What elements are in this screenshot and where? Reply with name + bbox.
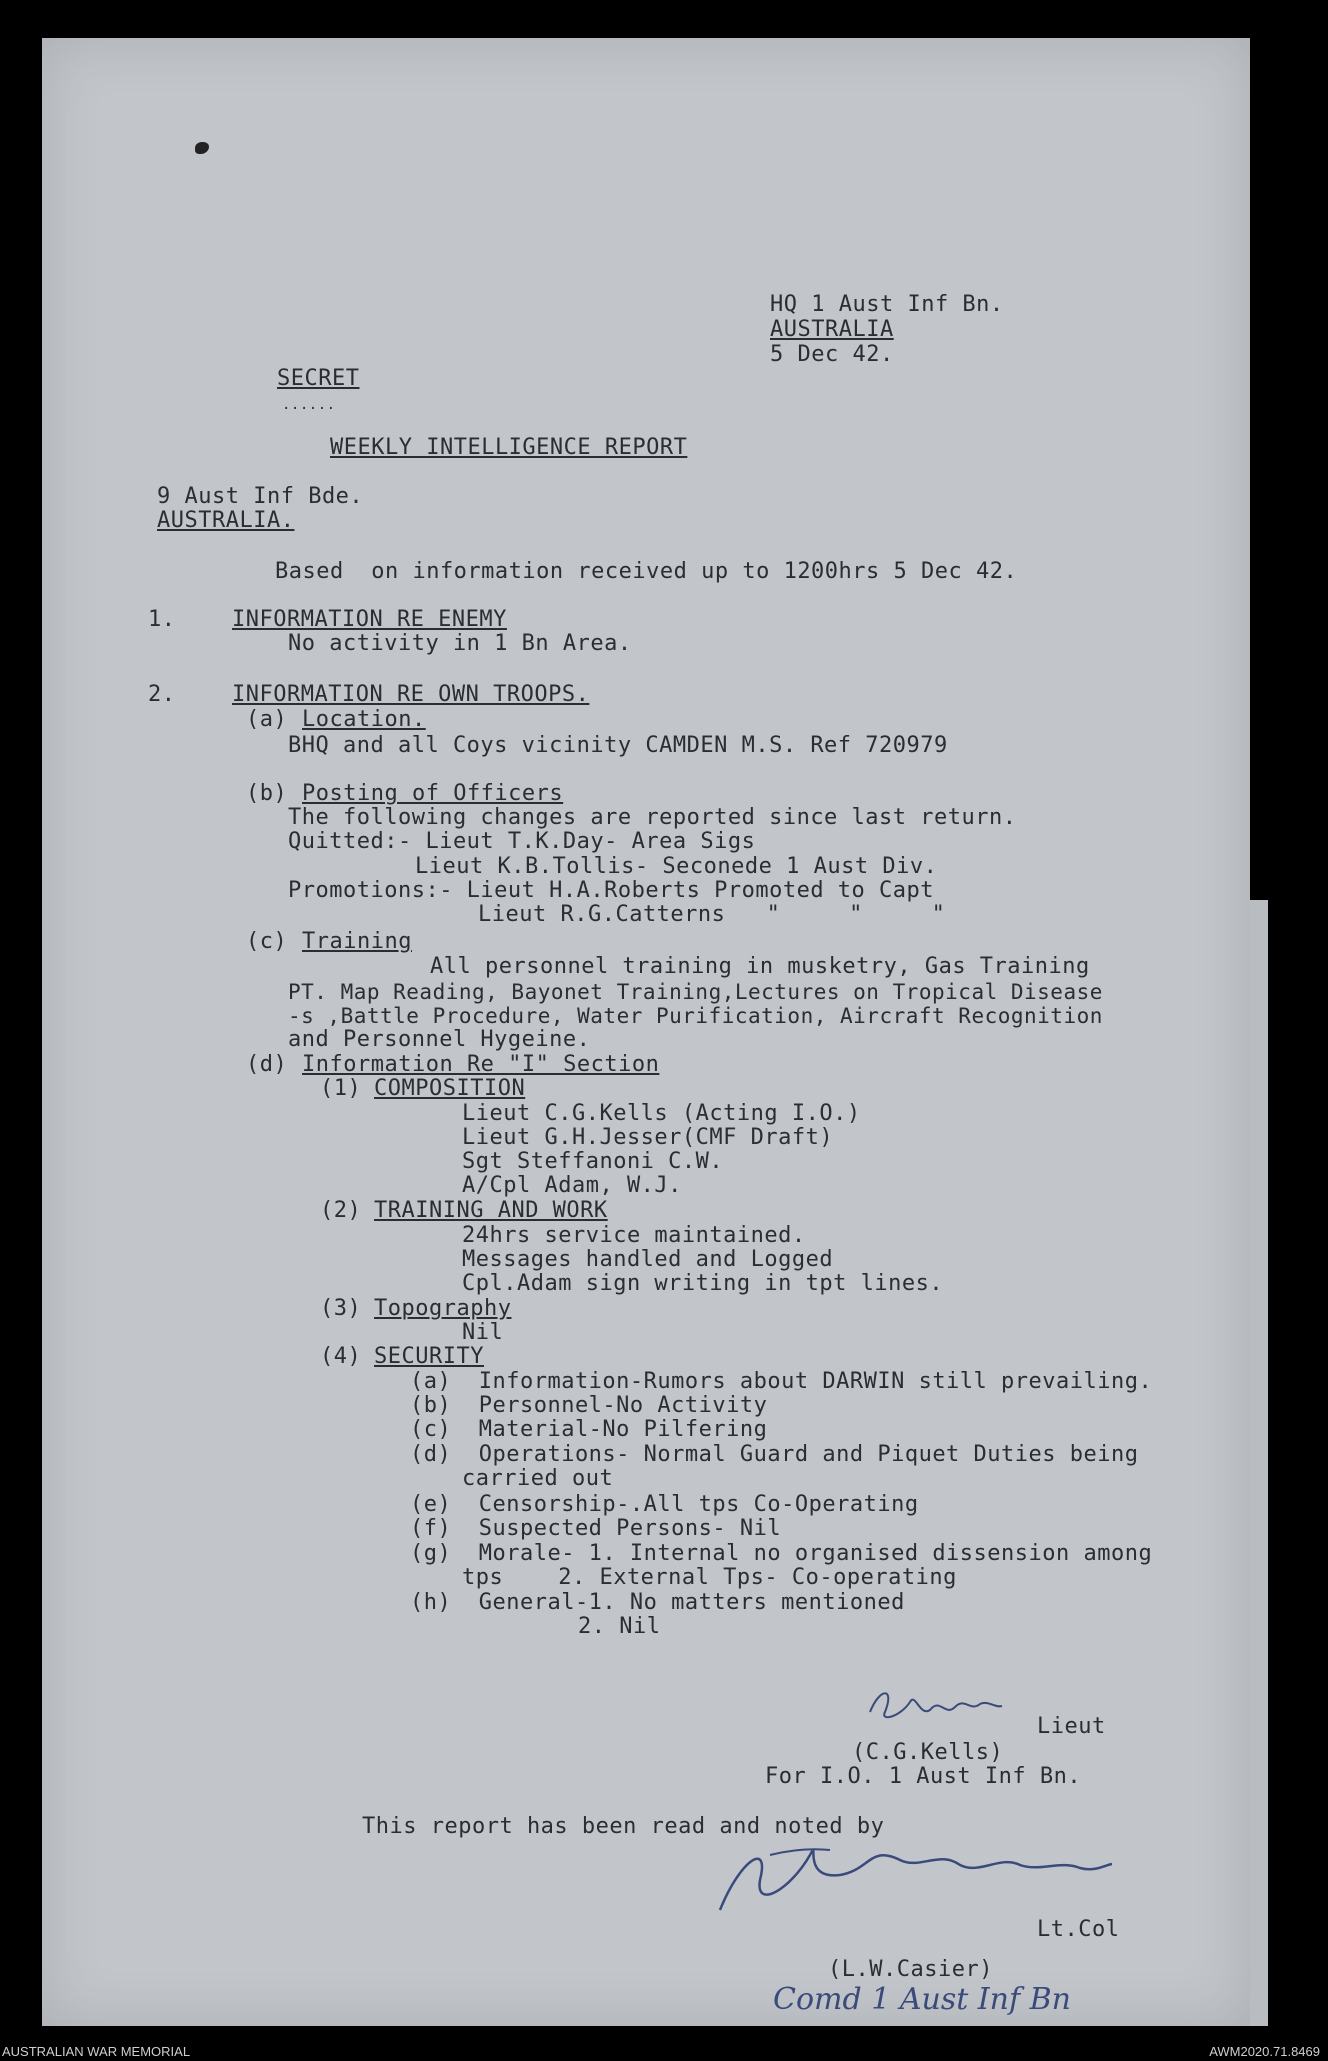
item-a-body: BHQ and all Coys vicinity CAMDEN M.S. Ref 720979 xyxy=(288,733,948,758)
security-f: (f) Suspected Persons- Nil xyxy=(410,1516,782,1541)
hq-line-1: HQ 1 Aust Inf Bn. xyxy=(770,292,1004,317)
item-c-label: (c) xyxy=(246,929,288,954)
item-d3-heading: Topography xyxy=(374,1296,512,1321)
classification: SECRET xyxy=(277,366,360,391)
item-b-line-2: Quitted:- Lieut T.K.Day- Area Sigs xyxy=(288,829,756,854)
item-d2-line-2: Messages handled and Logged xyxy=(462,1247,834,1272)
based-on-line: Based on information received up to 1200hrs 5 Dec 42. xyxy=(275,559,1018,584)
item-d2-line-3: Cpl.Adam sign writing in tpt lines. xyxy=(462,1271,944,1296)
item-d1-line-2: Lieut G.H.Jesser(CMF Draft) xyxy=(462,1125,834,1150)
signature-name-2: (L.W.Casier) xyxy=(828,1957,993,1982)
item-c-heading: Training xyxy=(302,929,412,954)
security-h: (h) General-1. No matters mentioned xyxy=(410,1590,905,1615)
casier-signature xyxy=(700,1820,1120,1930)
report-title: WEEKLY INTELLIGENCE REPORT xyxy=(330,435,688,460)
security-c: (c) Material-No Pilfering xyxy=(410,1417,768,1442)
item-d1-line-4: A/Cpl Adam, W.J. xyxy=(462,1173,682,1198)
section-1-heading: INFORMATION RE ENEMY xyxy=(232,607,507,632)
security-d-cont: carried out xyxy=(462,1466,614,1491)
kells-signature xyxy=(860,1682,1010,1732)
item-c-line-1: All personnel training in musketry, Gas Training xyxy=(430,954,1090,979)
signature-for-line: For I.O. 1 Aust Inf Bn. xyxy=(765,1764,1082,1789)
item-a-heading: Location. xyxy=(302,707,426,732)
security-g: (g) Morale- 1. Internal no organised dissension among xyxy=(410,1541,1153,1566)
signature-name: (C.G.Kells) xyxy=(852,1740,1004,1765)
item-d1-heading: COMPOSITION xyxy=(374,1076,526,1101)
section-1-body: No activity in 1 Bn Area. xyxy=(288,631,632,656)
handwritten-command-note: Comd 1 Aust Inf Bn xyxy=(773,1982,1071,2017)
footer-id: AWM2020.71.8469 xyxy=(1209,2044,1320,2059)
paper-edge xyxy=(1250,900,1268,2026)
item-b-line-4: Promotions:- Lieut H.A.Roberts Promoted to Capt xyxy=(288,878,935,903)
item-b-heading: Posting of Officers xyxy=(302,781,564,806)
footer-source: AUSTRALIAN WAR MEMORIAL xyxy=(2,2044,191,2059)
item-d-label: (d) xyxy=(246,1052,288,1077)
report-date: 5 Dec 42. xyxy=(770,342,894,367)
item-c-line-4: and Personnel Hygeine. xyxy=(288,1027,591,1052)
security-e: (e) Censorship-.All tps Co-Operating xyxy=(410,1492,919,1517)
security-g-cont: tps 2. External Tps- Co-operating xyxy=(462,1565,957,1590)
item-d2-line-1: 24hrs service maintained. xyxy=(462,1223,806,1248)
item-d2-heading: TRAINING AND WORK xyxy=(374,1198,608,1223)
addressee-line-1: 9 Aust Inf Bde. xyxy=(157,484,364,509)
noted-line: This report has been read and noted by xyxy=(362,1814,885,1839)
item-c-line-3: -s ,Battle Procedure, Water Purification, Aircraft Recognition xyxy=(288,1004,1103,1028)
item-b-line-1: The following changes are reported since last return. xyxy=(288,805,1017,830)
signature-rank-2: Lt.Col xyxy=(1037,1917,1120,1942)
item-d4-label: (4) xyxy=(320,1344,362,1369)
section-1-number: 1. xyxy=(148,607,176,632)
security-a: (a) Information-Rumors about DARWIN still prevailing. xyxy=(410,1369,1153,1394)
item-d1-label: (1) xyxy=(320,1076,362,1101)
signature-rank: Lieut xyxy=(1037,1714,1106,1739)
security-h-cont: 2. Nil xyxy=(578,1614,661,1639)
item-b-line-3: Lieut K.B.Tollis- Seconede 1 Aust Div. xyxy=(415,854,938,879)
item-d4-heading: SECURITY xyxy=(374,1344,484,1369)
addressee-line-2: AUSTRALIA. xyxy=(157,508,295,533)
item-d2-label: (2) xyxy=(320,1198,362,1223)
item-b-line-5: Lieut R.G.Catterns " " " xyxy=(478,902,946,927)
classification-dots: ...... xyxy=(282,397,336,413)
item-b-label: (b) xyxy=(246,781,288,806)
item-c-line-2: PT. Map Reading, Bayonet Training,Lectures on Tropical Disease xyxy=(288,980,1103,1004)
item-d1-line-3: Sgt Steffanoni C.W. xyxy=(462,1149,724,1174)
item-d1-line-1: Lieut C.G.Kells (Acting I.O.) xyxy=(462,1101,861,1126)
security-d: (d) Operations- Normal Guard and Piquet Duties being xyxy=(410,1442,1139,1467)
item-d3-label: (3) xyxy=(320,1296,362,1321)
item-a-label: (a) xyxy=(246,707,288,732)
item-d3-line-1: Nil xyxy=(462,1320,504,1345)
section-2-heading: INFORMATION RE OWN TROOPS. xyxy=(232,682,590,707)
hq-line-2: AUSTRALIA xyxy=(770,317,894,342)
section-2-number: 2. xyxy=(148,682,176,707)
item-d-heading: Information Re "I" Section xyxy=(302,1052,660,1077)
security-b: (b) Personnel-No Activity xyxy=(410,1393,768,1418)
